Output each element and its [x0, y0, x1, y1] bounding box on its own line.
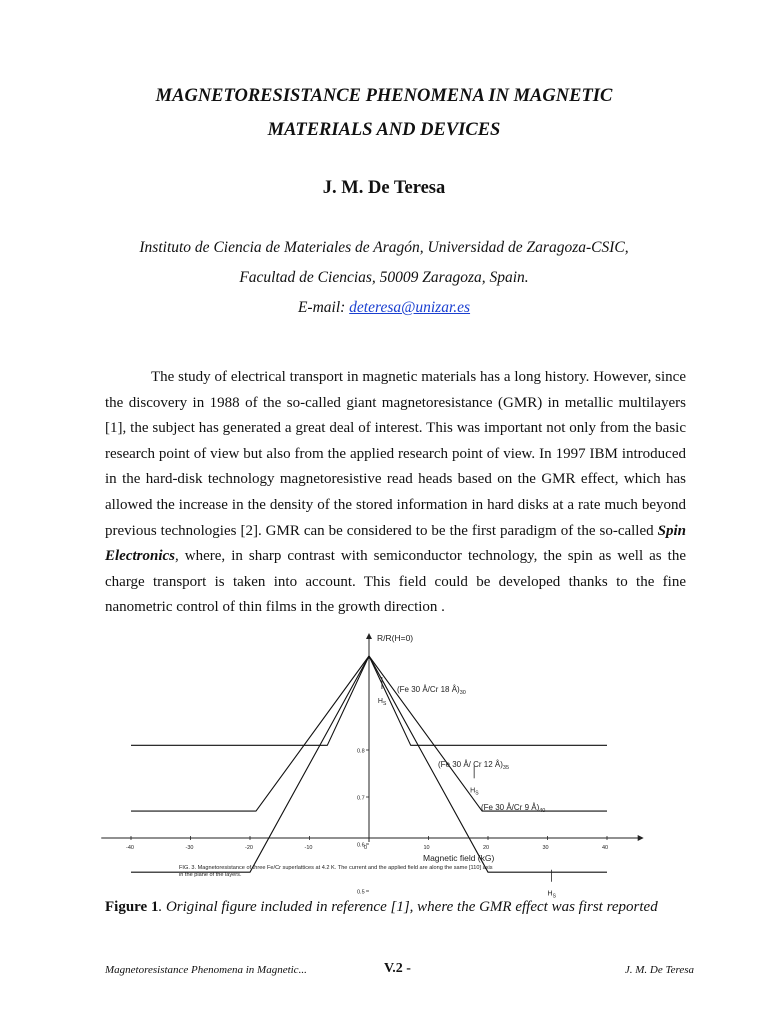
footer-left: Magnetoresistance Phenomena in Magnetic... — [105, 964, 307, 976]
gmr-figure — [126, 620, 609, 900]
y-axis-arrow — [366, 633, 372, 639]
intro-paragraph — [105, 365, 686, 621]
y-tick-label: 0.8 — [357, 748, 365, 755]
x-tick-label: 0 — [364, 845, 368, 851]
x-tick-label: -40 — [126, 845, 134, 851]
series-label-2-sub: 35 — [502, 765, 510, 771]
y-tick-label: 0.7 — [357, 795, 365, 802]
x-tick-label: -30 — [185, 845, 194, 851]
x-axis-arrow — [638, 835, 644, 841]
series-label-1 — [397, 685, 466, 696]
figure-caption-label: Figure 1 — [105, 899, 159, 915]
figure-caption — [105, 899, 725, 916]
body-emphasis: Spin Electronics — [105, 522, 686, 565]
email-link[interactable]: deteresa@unizar.es — [349, 299, 471, 316]
series-label-3-text: (Fe 30 Å/Cr 9 Å) — [481, 803, 540, 812]
hs-label-third: $H_S$ — [547, 890, 556, 900]
body-text-after: , where, in sharp contrast with semiconductor technology, the spin as well as the charge transport is taken into account. This field could be developed thanks to the fine nanometric control of thin films in the growth direction . — [105, 548, 686, 616]
footer-page-number: V.2 - — [384, 961, 411, 976]
x-tick-label: 30 — [542, 845, 549, 851]
affiliation-line1: Instituto de Ciencia de Materiales de Aragón, Universidad de Zaragoza-CSIC, — [139, 239, 629, 256]
series-label-2-text: (Fe 30 Å/ Cr 12 Å) — [438, 760, 503, 769]
figure-axes — [101, 633, 643, 896]
footer-right: J. M. De Teresa — [624, 964, 694, 976]
x-tick-label: -10 — [304, 845, 313, 851]
x-tick-label: 20 — [483, 845, 490, 851]
author-name: J. M. De Teresa — [322, 178, 446, 198]
series-label-1-text: (Fe 30 Å/Cr 18 Å) — [397, 685, 460, 694]
y-tick-label: 0.6 — [357, 842, 365, 849]
paper-title-line2: MATERIALS AND DEVICES — [267, 120, 501, 140]
email-label: E-mail: — [297, 299, 350, 316]
inner-caption-line2: in the plane of the layers. — [179, 872, 242, 878]
body-text-before: The study of electrical transport in magnetic materials has a long history. However, since the discovery in 1988 of the so-called giant magnetoresistance (GMR) in metallic multilayers [1], the subject has generated a great deal of interest. This was important not only from the basic research point of view but also from the applied research point of view. In 1997 IBM introduced in the hard-disk technology magnetoresistive read heads based on the GMR effect, which has allowed the increase in the density of the stored information in hard disks at a rate much beyond previous technologies [2]. GMR can be considered to be the first paradigm of the so-called — [105, 369, 686, 539]
x-axis-title: Magnetic field (kG) — [423, 853, 495, 863]
series-label-3 — [481, 803, 545, 814]
y-axis-title: R/R(H=0) — [377, 633, 414, 643]
series-label-2 — [438, 760, 509, 771]
hs-label-first: $H_S$ — [377, 698, 387, 707]
inner-caption-line1: FIG. 3. Magnetoresistance of three Fe/Cr superlattices at 4.2 K. The current and the applied field are along the same [110] axis — [179, 865, 493, 871]
y-tick-label: 0.5 — [357, 889, 365, 896]
figure-caption-text: . Original figure included in reference [1], where the GMR effect was first reported — [158, 899, 658, 915]
email-line — [0, 299, 768, 317]
series-label-1-sub: 30 — [459, 690, 466, 696]
series-label-3-sub: 40 — [539, 808, 546, 814]
x-tick-label: 10 — [423, 845, 430, 851]
affiliation-line2: Facultad de Ciencias, 50009 Zaragoza, Spain. — [239, 269, 529, 286]
hs-label-second: $H_S$ — [470, 787, 479, 797]
x-tick-label: -20 — [245, 845, 253, 851]
x-tick-label: 40 — [602, 845, 609, 851]
paper-title-line1: MAGNETORESISTANCE PHENOMENA IN MAGNETIC — [155, 86, 613, 106]
